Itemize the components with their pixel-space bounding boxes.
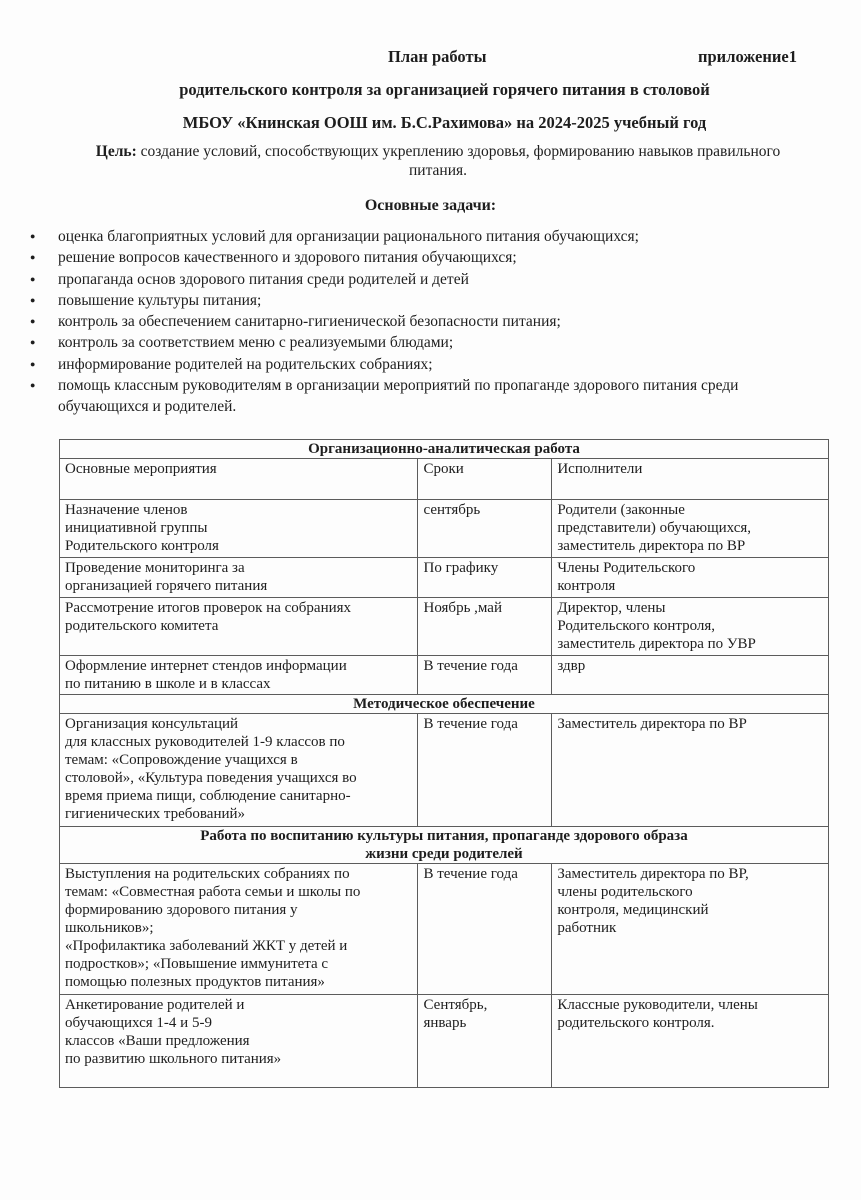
cell-line: члены родительского (557, 884, 693, 900)
table-row (60, 558, 829, 598)
title-row (0, 47, 861, 69)
section-header-row (60, 695, 829, 714)
cell-line: представители) обучающихся, (557, 520, 752, 536)
cell-line: организацией горячего питания (65, 578, 268, 594)
executor-cell (552, 995, 829, 1088)
cell-line: Проведение мониторинга за (65, 560, 245, 576)
event-cell (60, 714, 418, 827)
cell-line: Назначение членов (65, 502, 188, 518)
executor-cell (552, 598, 829, 656)
section-title: Методическое обеспечение (60, 695, 829, 714)
task-item: ● контроль за соответствием меню с реализуемыми блюдами; (30, 332, 810, 353)
section-title (60, 827, 829, 864)
executor-cell (552, 864, 829, 995)
cell-line: Родительского контроля, (557, 618, 716, 634)
section-title: Организационно-аналитическая работа (60, 440, 829, 459)
cell-line: темам: «Совместная работа семьи и школы по (65, 884, 361, 900)
cell-line: родительского комитета (65, 618, 219, 634)
cell-line: Рассмотрение итогов проверок на собраниях (65, 600, 352, 616)
cell-line: Заместитель директора по ВР (557, 716, 747, 732)
event-cell (60, 598, 418, 656)
cell-line: обучающихся 1-4 и 5-9 (65, 1015, 212, 1031)
table-row (60, 864, 829, 995)
task-item: ● решение вопросов качественного и здорового питания обучающихся; (30, 247, 810, 268)
term-cell: В течение года (418, 714, 552, 827)
document-subtitle-2: МБОУ «Книнская ООШ им. Б.С.Рахимова» на 2024-2025 учебный год (182, 113, 707, 132)
document-title: План работы (388, 47, 487, 66)
event-cell (60, 995, 418, 1088)
event-cell (60, 656, 418, 695)
goal-paragraph (88, 142, 788, 180)
executor-cell (552, 500, 829, 558)
executor-cell (552, 656, 829, 695)
table-row (60, 995, 829, 1088)
term-cell: Ноябрь ,май (418, 598, 552, 656)
section-title-line: Работа по воспитанию культуры питания, пропаганде здорового образа (200, 828, 688, 844)
cell-line: Сентябрь, (423, 997, 488, 1013)
cell-line: заместитель директора по ВР (557, 538, 746, 554)
cell-line: Организация консультаций (65, 716, 239, 732)
tasks-heading: Основные задачи: (364, 197, 497, 214)
cell-line: школьников»; (65, 920, 154, 936)
column-header-row (60, 459, 829, 500)
task-item: ● повышение культуры питания; (30, 290, 810, 311)
cell-line: Классные руководители, члены (557, 997, 758, 1013)
cell-line: столовой», «Культура поведения учащихся во (65, 770, 357, 786)
goal-label: Цель: (95, 143, 137, 160)
term-cell: сентябрь (418, 500, 552, 558)
cell-line: Члены Родительского (557, 560, 696, 576)
cell-line: родительского контроля. (557, 1015, 715, 1031)
term-cell (418, 995, 552, 1088)
plan-table (59, 439, 829, 1088)
task-item: ● оценка благоприятных условий для организации рационального питания обучающихся; (30, 226, 810, 247)
table-row (60, 500, 829, 558)
column-header-terms: Сроки (418, 459, 552, 500)
term-cell: По графику (418, 558, 552, 598)
table-row (60, 598, 829, 656)
term-cell: В течение года (418, 864, 552, 995)
cell-line: Выступления на родительских собраниях по (65, 866, 350, 882)
cell-line: «Профилактика заболеваний ЖКТ у детей и (65, 938, 348, 954)
task-item: ● контроль за обеспечением санитарно-гигиенической безопасности питания; (30, 311, 810, 332)
cell-line: классов «Ваши предложения (65, 1033, 250, 1049)
table-row (60, 656, 829, 695)
cell-line: здвр (557, 658, 586, 674)
executor-cell (552, 714, 829, 827)
cell-line: время приема пищи, соблюдение санитарно- (65, 788, 351, 804)
column-header-events: Основные мероприятия (60, 459, 418, 500)
cell-line: помощью полезных продуктов питания» (65, 974, 325, 990)
task-item: ● информирование родителей на родительских собраниях; (30, 354, 810, 375)
column-header-executors: Исполнители (552, 459, 829, 500)
cell-line: Оформление интернет стендов информации (65, 658, 347, 674)
tasks-list (30, 226, 810, 418)
cell-line: по питанию в школе и в классах (65, 676, 271, 692)
goal-text: создание условий, способствующих укреплению здоровья, формированию навыков правильного питания. (136, 143, 781, 179)
task-item: ● помощь классным руководителям в организации мероприятий по пропаганде здорового питания среди обучающихся и родителей. (30, 375, 810, 418)
cell-line: гигиенических требований» (65, 806, 246, 822)
event-cell (60, 500, 418, 558)
cell-line: по развитию школьного питания» (65, 1051, 282, 1067)
cell-line: контроля, медицинский (557, 902, 709, 918)
cell-line: заместитель директора по УВР (557, 636, 756, 652)
term-cell: В течение года (418, 656, 552, 695)
cell-line: работник (557, 920, 617, 936)
cell-line: Родительского контроля (65, 538, 219, 554)
cell-line: Родители (законные (557, 502, 685, 518)
cell-line: подростков»; «Повышение иммунитета с (65, 956, 329, 972)
cell-line: формированию здорового питания у (65, 902, 298, 918)
appendix-label: приложение1 (698, 47, 797, 66)
cell-line: Анкетирование родителей и (65, 997, 245, 1013)
cell-line: контроля (557, 578, 616, 594)
event-cell (60, 558, 418, 598)
task-item: ● пропаганда основ здорового питания среди родителей и детей (30, 269, 810, 290)
section-title-line: жизни среди родителей (365, 846, 523, 862)
cell-line: темам: «Сопровождение учащихся в (65, 752, 298, 768)
cell-line: Директор, члены (557, 600, 666, 616)
cell-line: инициативной группы (65, 520, 208, 536)
cell-line: Заместитель директора по ВР, (557, 866, 749, 882)
section-header-row (60, 440, 829, 459)
section-header-row (60, 827, 829, 864)
executor-cell (552, 558, 829, 598)
cell-line: для классных руководителей 1-9 классов по (65, 734, 345, 750)
document-subtitle-1: родительского контроля за организацией горячего питания в столовой (179, 80, 710, 99)
cell-line: январь (423, 1015, 467, 1031)
table-row (60, 714, 829, 827)
event-cell (60, 864, 418, 995)
